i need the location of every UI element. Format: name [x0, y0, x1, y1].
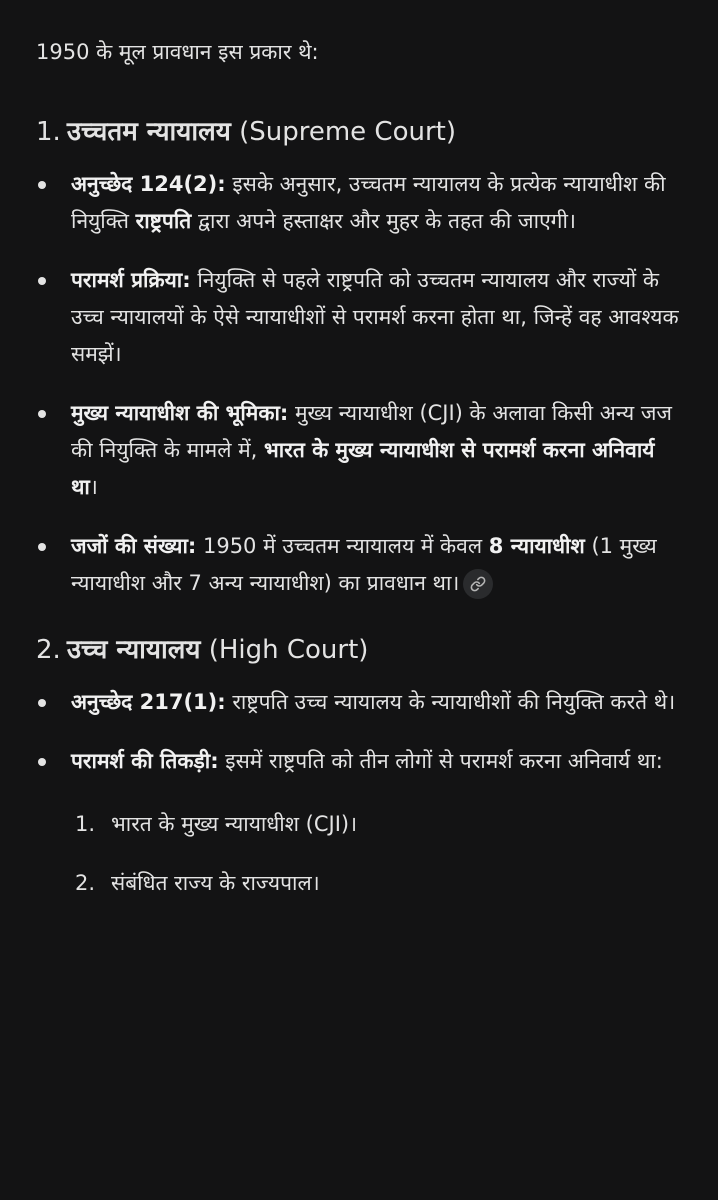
list-item	[36, 528, 684, 602]
item-text: ।	[89, 475, 98, 499]
item-emphasis: भारत के मुख्य न्यायाधीश से परामर्श करना अनिवार्य था	[71, 438, 655, 499]
sublist-item	[71, 865, 684, 902]
source-link-button[interactable]	[463, 569, 493, 599]
item-text: मुख्य न्यायाधीश (CJI) के अलावा किसी अन्य जज की नियुक्ति के मामले में,	[71, 401, 673, 462]
intro-text: 1950 के मूल प्रावधान इस प्रकार थे:	[36, 40, 319, 64]
list-item	[36, 262, 684, 373]
list-item	[36, 395, 684, 506]
section-title-english: (High Court)	[208, 635, 369, 665]
item-text: इसके अनुसार, उच्चतम न्यायालय के प्रत्येक न्यायाधीश की नियुक्ति	[71, 172, 666, 233]
section-number: 2.	[36, 635, 61, 665]
sublist-item	[71, 806, 684, 843]
section-title-hindi: उच्चतम न्यायालय	[66, 117, 231, 147]
section-number: 1.	[36, 117, 61, 147]
item-text: राष्ट्रपति उच्च न्यायालय के न्यायाधीशों की नियुक्ति करते थे।	[225, 690, 676, 714]
item-text: (1 मुख्य न्यायाधीश और 7 अन्य न्यायाधीश) का प्रावधान था।	[71, 534, 657, 595]
item-label: परामर्श प्रक्रिया:	[71, 268, 191, 292]
item-label: अनुच्छेद 217(1):	[71, 690, 226, 714]
item-label: जजों की संख्या:	[71, 534, 197, 558]
item-label: मुख्य न्यायाधीश की भूमिका:	[71, 401, 289, 425]
list-item	[36, 684, 684, 721]
sublist-text: संबंधित राज्य के राज्यपाल।	[111, 871, 320, 895]
item-emphasis: राष्ट्रपति	[135, 209, 192, 233]
section-heading-high-court	[36, 630, 684, 670]
item-text: इसमें राष्ट्रपति को तीन लोगों से परामर्श करना अनिवार्य था:	[218, 749, 663, 773]
item-text: 1950 में उच्चतम न्यायालय में केवल	[196, 534, 489, 558]
item-emphasis: 8 न्यायाधीश	[488, 534, 585, 558]
item-label: परामर्श की तिकड़ी:	[71, 749, 219, 773]
link-icon	[470, 576, 486, 592]
section-title-hindi: उच्च न्यायालय	[66, 635, 201, 665]
high-court-list	[36, 684, 684, 902]
list-item	[36, 743, 684, 902]
sublist-number: 2.	[75, 871, 96, 895]
sublist-number: 1.	[75, 812, 96, 836]
item-text: नियुक्ति से पहले राष्ट्रपति को उच्चतम न्यायालय और राज्यों के उच्च न्यायालयों के ऐसे न्यायाधीशों से परामर्श करना होता था, जिन्हें वह आवश्यक समझें।	[71, 268, 679, 366]
item-label: अनुच्छेद 124(2):	[71, 172, 226, 196]
list-item	[36, 166, 684, 240]
sublist-text: भारत के मुख्य न्यायाधीश (CJI)।	[111, 812, 358, 836]
section-title-english: (Supreme Court)	[239, 117, 456, 147]
response-content	[36, 32, 684, 924]
section-heading-supreme-court	[36, 112, 684, 152]
supreme-court-list	[36, 166, 684, 602]
item-text: द्वारा अपने हस्ताक्षर और मुहर के तहत की जाएगी।	[191, 209, 576, 233]
consultation-sublist	[71, 806, 684, 902]
